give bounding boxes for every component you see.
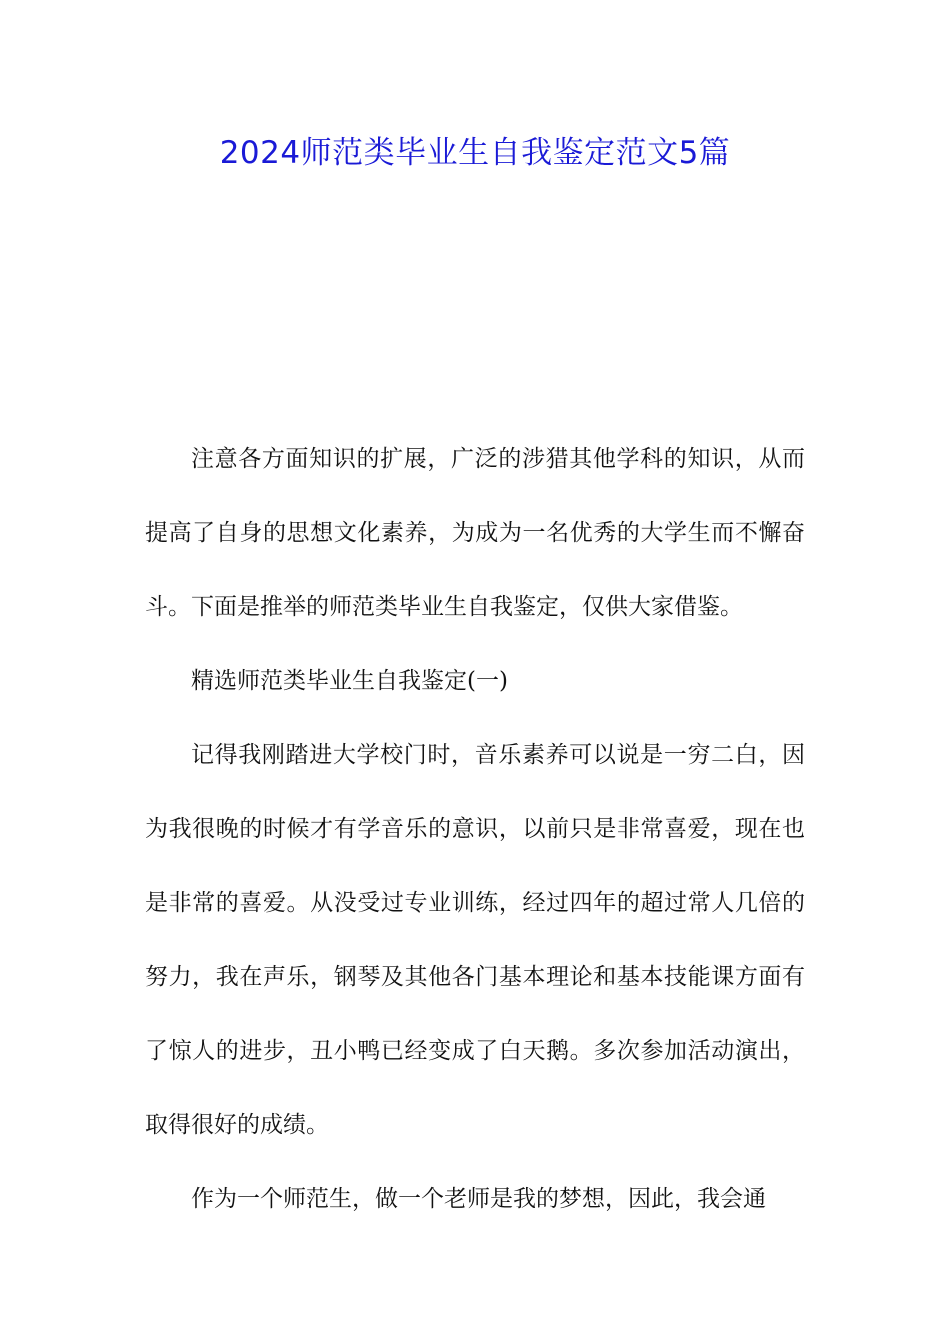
paragraph-teacher-dream: 作为一个师范生，做一个老师是我的梦想，因此，我会通 [191,1186,766,1212]
paragraph-intro: 注意各方面知识的扩展，广泛的涉猎其他学科的知识，从而提高了自身的思想文化素养，为成为一名优秀的大学生而不懈奋斗。下面是推举的师范类毕业生自我鉴定，仅供大家借鉴。 [145,446,805,620]
document-title: 2024师范类毕业生自我鉴定范文5篇 [219,135,731,171]
document-body [145,422,805,1236]
section-heading: 精选师范类毕业生自我鉴定(一) [191,668,508,694]
paragraph-music-study: 记得我刚踏进大学校门时，音乐素养可以说是一穷二白，因为我很晚的时候才有学音乐的意识，以前只是非常喜爱，现在也是非常的喜爱。从没受过专业训练，经过四年的超过常人几倍的努力，我在声乐，钢琴及其他各门基本理论和基本技能课方面有了惊人的进步，丑小鸭已经变成了白天鹅。多次参加活动演出，取得很好的成绩。 [145,742,805,1138]
